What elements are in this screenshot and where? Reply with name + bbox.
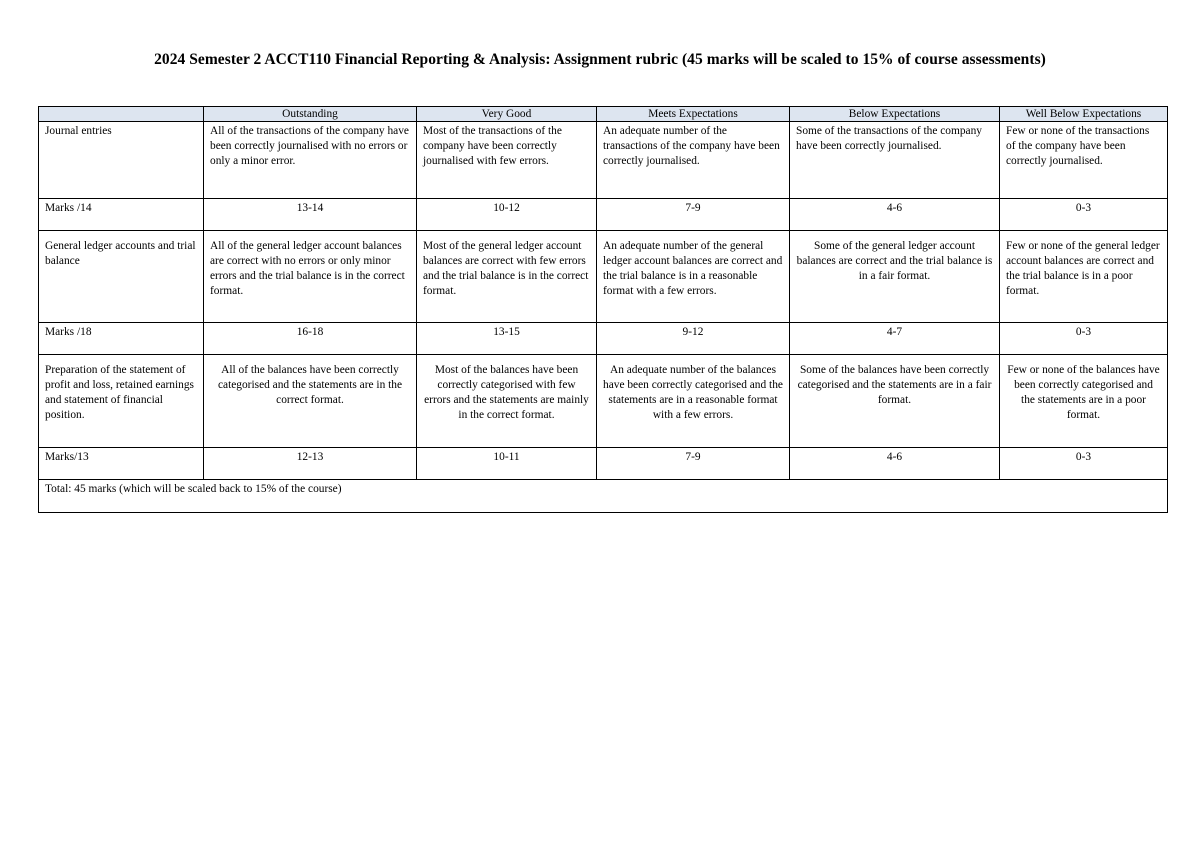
marks-cell: 13-15	[417, 323, 597, 355]
marks-row-general-ledger	[39, 323, 1168, 355]
criterion-name: General ledger accounts and trial balance	[39, 231, 204, 323]
criterion-name: Preparation of the statement of profit and loss, retained earnings and statement of financial position.	[39, 355, 204, 448]
marks-cell: 0-3	[1000, 448, 1168, 480]
descriptor-cell: Few or none of the transactions of the company have been correctly journalised.	[1000, 122, 1168, 199]
header-well-below-expectations: Well Below Expectations	[1000, 107, 1168, 122]
descriptor-cell: An adequate number of the general ledger account balances are correct and the trial balance is in a reasonable format with a few errors.	[597, 231, 790, 323]
descriptor-cell: Few or none of the balances have been correctly categorised and the statements are in a poor format.	[1000, 355, 1168, 448]
marks-cell: 12-13	[204, 448, 417, 480]
criterion-row-statements	[39, 355, 1168, 448]
header-criterion	[39, 107, 204, 122]
descriptor-cell: Most of the balances have been correctly categorised with few errors and the statements are mainly in the correct format.	[417, 355, 597, 448]
marks-cell: 4-6	[790, 448, 1000, 480]
descriptor-cell: All of the balances have been correctly categorised and the statements are in the correct format.	[204, 355, 417, 448]
descriptor-cell: An adequate number of the transactions of the company have been correctly journalised.	[597, 122, 790, 199]
marks-cell: 10-12	[417, 199, 597, 231]
descriptor-cell: Some of the general ledger account balances are correct and the trial balance is in a fair format.	[790, 231, 1000, 323]
descriptor-cell: Some of the transactions of the company have been correctly journalised.	[790, 122, 1000, 199]
criterion-row-general-ledger	[39, 231, 1168, 323]
total-row	[39, 480, 1168, 513]
descriptor-cell: Few or none of the general ledger account balances are correct and the trial balance is in a poor format.	[1000, 231, 1168, 323]
marks-cell: 7-9	[597, 448, 790, 480]
descriptor-cell: All of the general ledger account balances are correct with no errors or only minor errors and the trial balance is in the correct format.	[204, 231, 417, 323]
criterion-row-journal-entries	[39, 122, 1168, 199]
marks-label: Marks /18	[39, 323, 204, 355]
marks-row-statements	[39, 448, 1168, 480]
descriptor-cell: Some of the balances have been correctly categorised and the statements are in a fair format.	[790, 355, 1000, 448]
marks-label: Marks/13	[39, 448, 204, 480]
page-title: 2024 Semester 2 ACCT110 Financial Reporting & Analysis: Assignment rubric (45 marks will be scaled to 15% of course assessments)	[154, 51, 1046, 68]
marks-cell: 4-6	[790, 199, 1000, 231]
descriptor-cell: An adequate number of the balances have been correctly categorised and the statements are in a reasonable format with a few errors.	[597, 355, 790, 448]
marks-cell: 16-18	[204, 323, 417, 355]
header-row	[39, 107, 1168, 122]
criterion-name: Journal entries	[39, 122, 204, 199]
marks-cell: 9-12	[597, 323, 790, 355]
header-below-expectations: Below Expectations	[790, 107, 1000, 122]
marks-cell: 13-14	[204, 199, 417, 231]
descriptor-cell: Most of the general ledger account balances are correct with few errors and the trial balance is in the correct format.	[417, 231, 597, 323]
rubric-table	[38, 106, 1168, 513]
marks-cell: 7-9	[597, 199, 790, 231]
marks-cell: 4-7	[790, 323, 1000, 355]
marks-cell: 10-11	[417, 448, 597, 480]
marks-label: Marks /14	[39, 199, 204, 231]
marks-cell: 0-3	[1000, 323, 1168, 355]
descriptor-cell: Most of the transactions of the company have been correctly journalised with few errors.	[417, 122, 597, 199]
marks-row-journal-entries	[39, 199, 1168, 231]
marks-cell: 0-3	[1000, 199, 1168, 231]
header-very-good: Very Good	[417, 107, 597, 122]
descriptor-cell: All of the transactions of the company have been correctly journalised with no errors or only a minor error.	[204, 122, 417, 199]
header-outstanding: Outstanding	[204, 107, 417, 122]
total-text: Total: 45 marks (which will be scaled back to 15% of the course)	[39, 480, 1168, 513]
header-meets-expectations: Meets Expectations	[597, 107, 790, 122]
